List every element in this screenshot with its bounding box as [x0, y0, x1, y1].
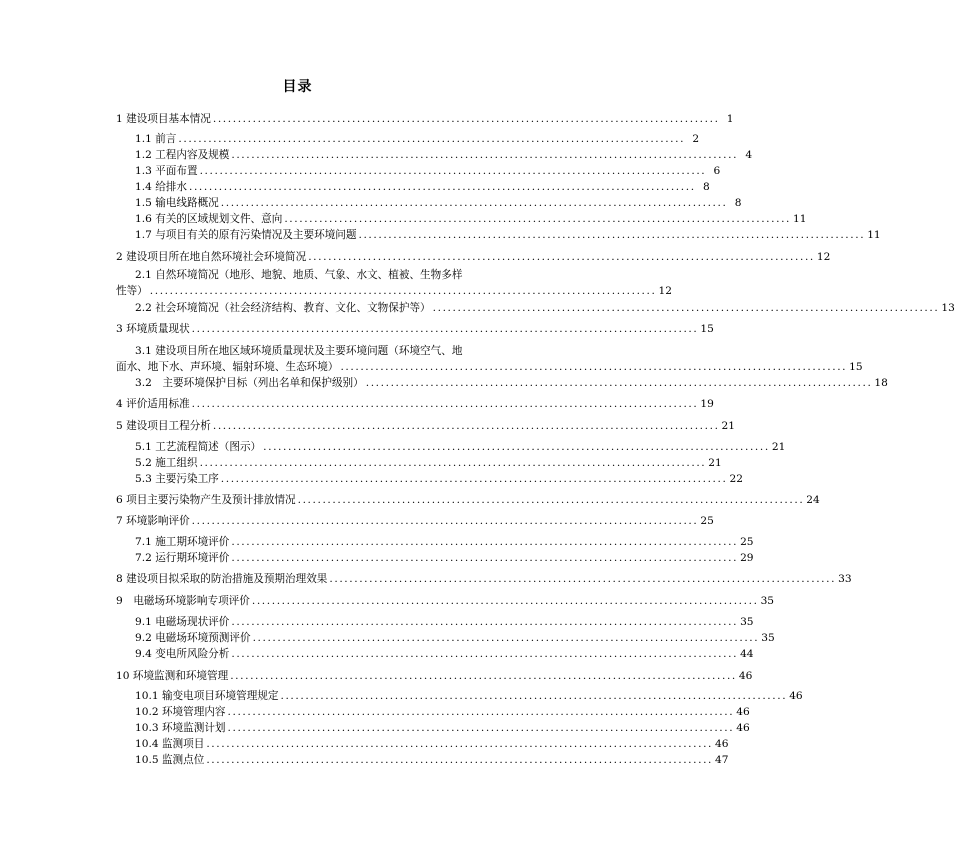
toc-entry-section[interactable] [135, 551, 754, 565]
toc-entry-chapter[interactable] [116, 397, 714, 411]
toc-page-number: 4 [745, 149, 753, 161]
toc-page-number: 25 [740, 536, 754, 548]
toc-entry-section[interactable] [135, 615, 754, 629]
toc-page-number: 21 [708, 457, 722, 469]
toc-leader-dots: ...................................................................................................... [231, 149, 739, 161]
toc-leader-dots: ...................................................................................................... [329, 573, 837, 585]
toc-entry-text: 1.6 有关的区域规划文件、意向 [135, 213, 283, 225]
toc-leader-dots: ...................................................................................................... [231, 552, 739, 564]
toc-entry-section[interactable] [135, 689, 803, 703]
toc-entry-section[interactable] [135, 721, 750, 735]
toc-page-number: 21 [771, 441, 786, 453]
toc-entry-section-wrapped-line[interactable] [135, 344, 516, 358]
toc-entry-text: 5.2 施工组织 [135, 457, 198, 469]
toc-page-number: 15 [700, 323, 714, 335]
toc-entry-section[interactable] [135, 535, 754, 549]
toc-page-number: 25 [700, 515, 714, 527]
toc-page-number: 35 [761, 632, 775, 644]
toc-entry-section[interactable] [135, 753, 729, 767]
toc-page-number: 19 [700, 398, 714, 410]
toc-page-number: 13 [941, 302, 955, 314]
toc-leader-dots: ...................................................................................................... [284, 213, 792, 225]
toc-entry-section[interactable] [135, 180, 710, 194]
toc-page-number: 11 [793, 213, 807, 225]
toc-page-number: 29 [740, 552, 754, 564]
toc-entry-text: 1.1 前言 [135, 133, 177, 145]
toc-leader-dots: ...................................................................................................... [206, 754, 714, 766]
toc-entry-text-continued: 面水、地下水、声环境、辐射环境、生态环境） [116, 361, 339, 373]
toc-entry-chapter[interactable] [116, 419, 736, 433]
toc-leader-dots: ...................................................................................................... [199, 457, 707, 469]
toc-entry-chapter[interactable] [116, 322, 714, 336]
toc-entry-section[interactable] [135, 301, 955, 315]
toc-entry-text: 5.1 工艺流程简述（图示） [135, 441, 262, 453]
toc-entry-section[interactable] [135, 164, 721, 178]
toc-entry-text: 10.5 监测点位 [135, 754, 205, 766]
toc-entry-section[interactable] [116, 360, 863, 374]
toc-entry-text: 1.4 给排水 [135, 181, 187, 193]
toc-entry-text: 10.3 环境监测计划 [135, 722, 226, 734]
toc-leader-dots: ...................................................................................................... [231, 616, 739, 628]
toc-leader-dots: ...................................................................................................... [231, 536, 739, 548]
toc-leader-dots: ...................................................................................................... [149, 285, 657, 297]
toc-entry-section[interactable] [135, 212, 807, 226]
toc-leader-dots: ...................................................................................................... [251, 595, 759, 607]
toc-entry-text: 10.1 输变电项目环境管理规定 [135, 690, 279, 702]
toc-leader-dots: ...................................................................................................... [230, 670, 737, 682]
toc-leader-dots: ...................................................................................................... [191, 323, 699, 335]
toc-entry-text: 2.1 自然环境简况（地形、地貌、地质、气象、水文、植被、生物多样 [135, 269, 463, 281]
toc-entry-text: 10 环境监测和环境管理 [116, 670, 229, 682]
toc-entry-section[interactable] [135, 440, 786, 454]
toc-leader-dots: ...................................................................................................... [220, 473, 728, 485]
toc-page-number: 2 [692, 133, 700, 145]
toc-leader-dots: ...................................................................................................... [308, 251, 815, 263]
toc-leader-dots: ...................................................................................................... [212, 113, 720, 125]
toc-page-number: 46 [789, 690, 803, 702]
toc-leader-dots: ...................................................................................................... [212, 420, 720, 432]
toc-entry-text: 1.7 与项目有关的原有污染情况及主要环境问题 [135, 229, 357, 241]
toc-entry-section[interactable] [135, 228, 881, 242]
toc-entry-text: 1.3 平面布置 [135, 165, 198, 177]
toc-leader-dots: ...................................................................................................... [227, 722, 735, 734]
toc-page-number: 18 [874, 377, 888, 389]
toc-page-number: 46 [715, 738, 729, 750]
toc-entry-chapter[interactable] [116, 493, 820, 507]
toc-entry-chapter[interactable] [116, 250, 831, 264]
toc-leader-dots: ...................................................................................................... [231, 648, 739, 660]
toc-page-number: 24 [806, 494, 820, 506]
toc-entry-section[interactable] [135, 456, 722, 470]
toc-entry-section[interactable] [135, 472, 743, 486]
toc-entry-section[interactable] [135, 705, 750, 719]
toc-entry-text: 9.2 电磁场环境预测评价 [135, 632, 251, 644]
toc-leader-dots: ...................................................................................................... [206, 738, 714, 750]
toc-leader-dots: ...................................................................................................... [252, 632, 760, 644]
toc-leader-dots: ...................................................................................................... [280, 690, 788, 702]
toc-entry-section[interactable] [116, 284, 672, 298]
toc-page-number: 35 [740, 616, 754, 628]
toc-entry-text: 6 项目主要污染物产生及预计排放情况 [116, 494, 296, 506]
toc-page-number: 33 [838, 573, 852, 585]
toc-entry-text: 3 环境质量现状 [116, 323, 190, 335]
toc-entry-text: 1 建设项目基本情况 [116, 113, 211, 125]
toc-entry-text: 7.1 施工期环境评价 [135, 536, 230, 548]
toc-entry-text: 9.4 变电所风险分析 [135, 648, 230, 660]
toc-entry-text: 5 建设项目工程分析 [116, 420, 211, 432]
toc-page-number: 12 [816, 251, 831, 263]
toc-entry-text: 10.4 监测项目 [135, 738, 205, 750]
toc-leader-dots: ...................................................................................................... [191, 398, 699, 410]
toc-entry-chapter[interactable] [116, 669, 753, 683]
toc-entry-text: 4 评价适用标准 [116, 398, 190, 410]
toc-leader-dots: ...................................................................................................... [297, 494, 805, 506]
toc-entry-section[interactable] [135, 647, 754, 661]
toc-entry-section-wrapped-line[interactable] [135, 268, 516, 282]
toc-page-number: 47 [715, 754, 729, 766]
toc-entry-text: 7.2 运行期环境评价 [135, 552, 230, 564]
toc-entry-text: 9.1 电磁场现状评价 [135, 616, 230, 628]
toc-leader-dots: ...................................................................................................... [178, 133, 686, 145]
toc-leader-dots: ...................................................................................................... [340, 361, 848, 373]
toc-page-number: 8 [734, 197, 742, 209]
toc-leader-dots: ...................................................................................................... [432, 302, 940, 314]
toc-entry-text: 7 环境影响评价 [116, 515, 190, 527]
toc-page-number: 12 [658, 285, 672, 297]
toc-entry-section[interactable] [135, 376, 888, 390]
toc-entry-text: 5.3 主要污染工序 [135, 473, 219, 485]
toc-title: 目录 [282, 79, 313, 95]
toc-leader-dots: ...................................................................................................... [365, 377, 873, 389]
toc-entry-chapter[interactable] [116, 594, 775, 608]
toc-entry-section[interactable] [135, 196, 742, 210]
toc-page-number: 46 [736, 706, 750, 718]
toc-entry-text: 3.2 主要环境保护目标（列出名单和保护级别） [135, 377, 364, 389]
toc-page-number: 44 [740, 648, 754, 660]
toc-page-number: 22 [729, 473, 743, 485]
toc-page-number: 8 [702, 181, 710, 193]
toc-page-number: 15 [849, 361, 863, 373]
toc-page-number: 6 [713, 165, 721, 177]
toc-page-number: 46 [736, 722, 750, 734]
toc-entry-text: 8 建设项目拟采取的防治措施及预期治理效果 [116, 573, 328, 585]
toc-leader-dots: ...................................................................................................... [263, 441, 770, 453]
toc-page-number: 21 [721, 420, 736, 432]
toc-entry-text: 9 电磁场环境影响专项评价 [116, 595, 250, 607]
toc-entry-text: 1.5 输电线路概况 [135, 197, 219, 209]
toc-leader-dots: ...................................................................................................... [189, 181, 696, 193]
toc-entry-chapter[interactable] [116, 514, 714, 528]
toc-entry-text: 1.2 工程内容及规模 [135, 149, 230, 161]
toc-leader-dots: ...................................................................................................... [199, 165, 707, 177]
toc-leader-dots: ...................................................................................................... [191, 515, 699, 527]
toc-entry-section[interactable] [135, 148, 753, 162]
toc-page-number: 35 [760, 595, 775, 607]
toc-entry-chapter[interactable] [116, 112, 734, 126]
toc-entry-section[interactable] [135, 631, 775, 645]
toc-entry-text: 2 建设项目所在地自然环境社会环境简况 [116, 251, 307, 263]
toc-entry-text: 2.2 社会环境简况（社会经济结构、教育、文化、文物保护等） [135, 302, 431, 314]
toc-entry-text: 3.1 建设项目所在地区域环境质量现状及主要环境问题（环境空气、地 [135, 345, 463, 357]
toc-entry-chapter[interactable] [116, 572, 852, 586]
toc-leader-dots: ...................................................................................................... [220, 197, 728, 209]
toc-leader-dots: ...................................................................................................... [227, 706, 735, 718]
toc-leader-dots: ...................................................................................................... [358, 229, 866, 241]
toc-page-number: 1 [726, 113, 734, 125]
toc-entry-text: 10.2 环境管理内容 [135, 706, 226, 718]
toc-page-number: 46 [738, 670, 753, 682]
toc-entry-section[interactable] [135, 132, 700, 146]
toc-entry-section[interactable] [135, 737, 729, 751]
toc-page-number: 11 [867, 229, 881, 241]
toc-entry-text-continued: 性等） [116, 285, 148, 297]
